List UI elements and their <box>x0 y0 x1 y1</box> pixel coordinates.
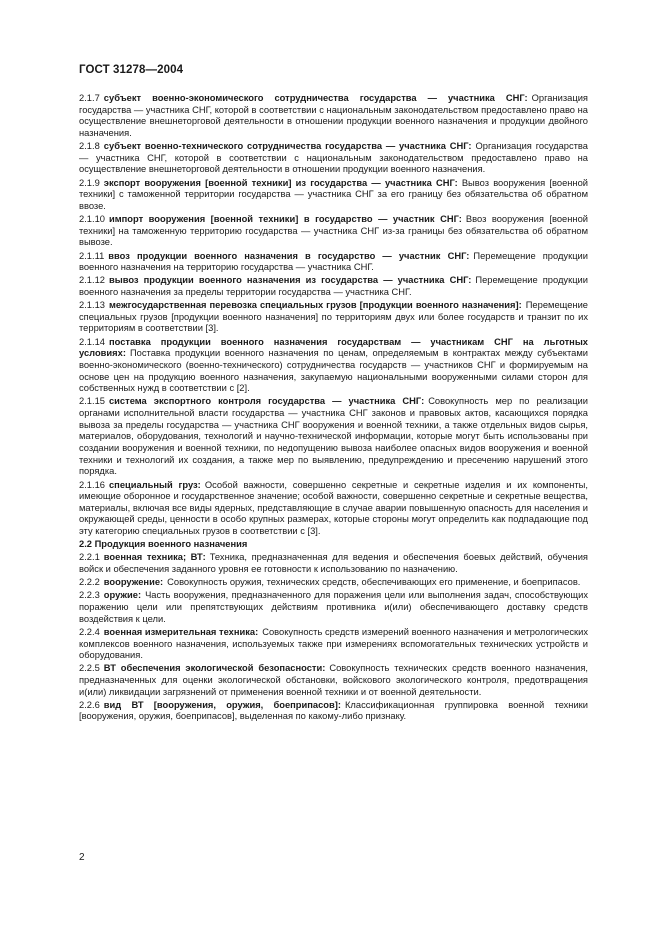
clause-text: Перемещение специальных грузов [продукции военного назначения] по территориям двух или более государств и транзит по их территориям в соответствии [3]. <box>79 300 588 334</box>
clause-term: поставка продукции военного назначения государствам — участникам СНГ на льготных условиях: <box>79 336 588 359</box>
clause-number: 2.1.14 <box>79 336 105 347</box>
clause-number: 2.1.9 <box>79 177 100 188</box>
clause-text: Классификационная группировка военной техники [вооружения, оружия, боеприпасов], выделенная по какому-либо признаку. <box>79 699 588 722</box>
clause-number: 2.2.2 <box>79 577 100 588</box>
clause-number: 2.1.8 <box>79 141 100 152</box>
clause-text: Организация государства — участника СНГ, которой в соответствии с национальным законодательством предоставлено право на осуществление внешнеторговой деятельности в отношении продукции военного назначения и продукции двойного назначения. <box>79 93 588 138</box>
clause-term: оружие: <box>103 590 142 601</box>
clause-term: межгосударственная перевозка специальных грузов [продукции военного назначения]: <box>108 300 522 311</box>
clause-term: субъект военно-технического сотрудничества государства — участника СНГ: <box>103 141 472 152</box>
clause-text: Особой важности, совершенно секретные и секретные изделия и их компоненты, имеющие оборонное и государственное значение; особой важности, совершенно секретные и секретные вещества, материалы, включая все виды ядерных, представляющие в случае аварии повышенную опасность для населения и окружающей среды, ценности в особо крупных размерах, которые стороны могут определить как подпадающие под эту категорию специальных грузов в соответствии с [3]. <box>79 479 588 537</box>
definition-2-1-11 <box>79 251 588 274</box>
definition-2-1-15 <box>79 396 588 478</box>
clause-term: ввоз продукции военного назначения в государство — участник СНГ: <box>108 250 470 261</box>
definition-2-1-7 <box>79 93 588 140</box>
clause-number: 2.1.15 <box>79 396 105 407</box>
section-heading-2-2: 2.2 Продукция военного назначения <box>79 539 248 550</box>
clause-term: экспорт вооружения [военной техники] из государства — участника СНГ: <box>103 177 458 188</box>
clause-term: импорт вооружения [военной техники] в государство — участник СНГ: <box>108 214 462 225</box>
clause-number: 2.1.13 <box>79 300 105 311</box>
clause-number: 2.2.3 <box>79 590 100 601</box>
page-number: 2 <box>79 852 85 863</box>
clause-term: военная техника; ВТ: <box>103 552 206 563</box>
clause-text: Перемещение продукции военного назначения за пределы территории государства — участника СНГ. <box>79 275 588 297</box>
clause-number: 2.2.5 <box>79 663 100 674</box>
clause-text: Совокупность технических средств военного назначения, предназначенных для оценки экологической обстановки, войскового экологического контроля, предотвращения и(или) ликвидации загрязнений от применения военной техники и от военной деятельности. <box>79 663 588 697</box>
definition-2-2-1 <box>79 552 588 575</box>
definition-2-2-4 <box>79 627 588 662</box>
clause-text: Совокупность оружия, технических средств, обеспечивающих его применение, и боеприпасов. <box>167 577 581 588</box>
clause-number: 2.1.12 <box>79 275 105 286</box>
clause-number: 2.1.16 <box>79 479 105 490</box>
definition-2-1-8 <box>79 141 588 176</box>
clause-term: вооружение: <box>103 577 164 588</box>
clause-text: Ввоз вооружения [военной техники] на таможенную территорию государства — участника СНГ из-за границы без обязательства об обратном вывозе. <box>79 214 588 248</box>
clause-number: 2.1.7 <box>79 93 100 103</box>
clause-text: Часть вооружения, предназначенного для поражения цели или выполнения задач, способствующих поражению цели или препятствующих действиям противника и(или) обеспечивающего доставку средств воздействия к цели. <box>79 590 588 624</box>
clause-term: специальный груз: <box>108 479 201 490</box>
clause-term: вывоз продукции военного назначения из государства — участника СНГ: <box>108 275 472 286</box>
clause-term: система экспортного контроля государства — участника СНГ: <box>108 396 425 407</box>
document-body <box>79 93 588 725</box>
clause-term: ВТ обеспечения экологической безопасности: <box>103 663 326 674</box>
clause-text: Организация государства — участника СНГ, которой в соответствии с национальным законодательством предоставлено право на осуществление внешнеторговой деятельности в отношении продукции военного назначения. <box>79 141 588 175</box>
clause-text: Вывоз вооружения [военной техники] с таможенной территории государства — участника СНГ за его границу без обязательства об обратном ввозе. <box>79 177 589 211</box>
clause-term: военная измерительная техника: <box>103 626 259 637</box>
definition-2-2-2 <box>79 577 588 589</box>
definition-2-1-16 <box>79 480 588 538</box>
definition-2-1-13 <box>79 300 588 335</box>
definition-2-1-10 <box>79 214 588 249</box>
clause-text: Техника, предназначенная для ведения и обеспечения боевых действий, обучения войск и обеспечения заданного уровня ее готовности к использованию по назначению. <box>79 552 588 575</box>
definition-2-1-14 <box>79 337 588 395</box>
clause-term: субъект военно-экономического сотрудничества государства — участника СНГ: <box>103 93 528 103</box>
clause-number: 2.2.4 <box>79 626 100 637</box>
definition-2-2-6 <box>79 700 588 723</box>
clause-text: Поставка продукции военного назначения по ценам, определяемым в контрактах между субъектами военно-экономического (военно-технического) сотрудничества государств — участников СНГ и формируемым на основе цен на продукцию военного назначения, закупаемую национальными вооруженными силами сторон для собственных нужд в соответствии с [2]. <box>79 348 588 394</box>
clause-number: 2.1.10 <box>79 214 105 225</box>
clause-text: Совокупность средств измерений военного назначения и метрологических комплексов военного назначения, используемых также при измерениях вспомогательных технических устройств и оборудования. <box>79 626 588 661</box>
document-header: ГОСТ 31278—2004 <box>79 64 184 76</box>
definition-2-2-3 <box>79 590 588 625</box>
clause-term: вид ВТ [вооружения, оружия, боеприпасов]: <box>103 699 341 710</box>
definition-2-1-9 <box>79 178 588 213</box>
clause-text: Перемещение продукции военного назначения на территорию государства — участника СНГ. <box>79 250 588 273</box>
definition-2-1-12 <box>79 275 588 298</box>
clause-text: Совокупность мер по реализации органами исполнительной власти государства — участника СНГ законов и правовых актов, касающихся порядка вывоза за пределы государства — участника СНГ вооружения и военной техники, а также отдельных видов сырья, материалов, оборудования, технологий и научно-технической информации, которые могут быть использованы при создании вооружения и военной техники, по недопущению вывоза наиболее опасных видов вооружения и военной техники и технологий их создания, а также мер по выявлению, предупреждению и пресечению нарушений этого порядка. <box>79 396 588 477</box>
clause-number: 2.2.1 <box>79 552 100 563</box>
definition-2-2-5 <box>79 663 588 698</box>
clause-number: 2.1.11 <box>79 250 105 261</box>
clause-number: 2.2.6 <box>79 699 100 710</box>
